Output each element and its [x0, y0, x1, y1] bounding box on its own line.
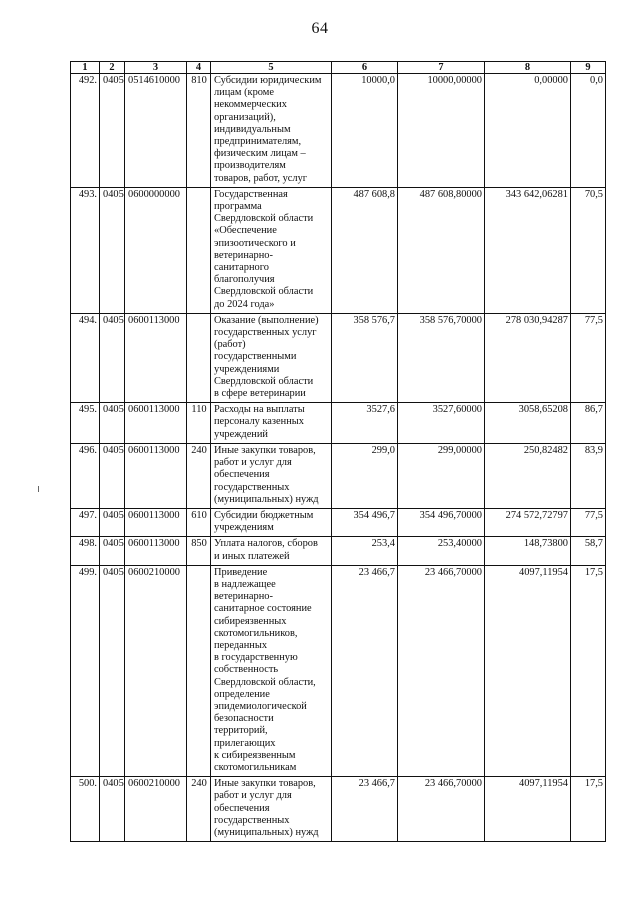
- col-header-4: 4: [187, 62, 211, 74]
- expense-name-line: Свердловской области: [214, 375, 314, 387]
- expense-name-line: учреждений: [214, 428, 268, 440]
- executed-amount: 4097,11954: [485, 777, 571, 842]
- table-row: [71, 565, 606, 776]
- expense-name-line: (муниципальных) нужд: [214, 493, 319, 505]
- expense-name-line: до 2024 года»: [214, 298, 275, 310]
- planned-amount: 23 466,70000: [398, 777, 485, 842]
- expense-name-line: учреждениями: [214, 363, 280, 375]
- expense-name-line: Уплата налогов, сборов: [214, 538, 318, 550]
- row-number: 492.: [71, 74, 100, 188]
- planned-amount: 253,40000: [398, 537, 485, 565]
- target-article-code: 0600113000: [125, 508, 187, 536]
- planned-amount: 358 576,70000: [398, 313, 485, 402]
- approved-amount: 10000,0: [332, 74, 398, 188]
- row-number: 496.: [71, 443, 100, 508]
- section-code: 0405: [100, 537, 125, 565]
- target-article-code: 0600113000: [125, 313, 187, 402]
- row-number: 498.: [71, 537, 100, 565]
- expense-name-line: в сфере ветеринарии: [214, 388, 306, 400]
- target-article-code: 0600000000: [125, 187, 187, 313]
- section-code: 0405: [100, 565, 125, 776]
- executed-amount: 343 642,06281: [485, 187, 571, 313]
- expense-name: [211, 508, 332, 536]
- expense-name-line: в надлежащее: [214, 578, 276, 590]
- expense-name-line: работ и услуг для: [214, 790, 292, 802]
- approved-amount: 3527,6: [332, 403, 398, 444]
- execution-percent: 77,5: [571, 313, 606, 402]
- execution-percent: 0,0: [571, 74, 606, 188]
- table-row: [71, 508, 606, 536]
- expense-name: [211, 565, 332, 776]
- col-header-2: 2: [100, 62, 125, 74]
- row-number: 499.: [71, 565, 100, 776]
- section-code: 0405: [100, 74, 125, 188]
- expense-name-line: производителям: [214, 160, 286, 172]
- approved-amount: 299,0: [332, 443, 398, 508]
- expense-name-line: организаций),: [214, 111, 276, 123]
- expense-name: [211, 537, 332, 565]
- expense-name-line: Иные закупки товаров,: [214, 444, 316, 456]
- expense-type-code: 110: [187, 403, 211, 444]
- expense-name-line: собственность: [214, 664, 279, 676]
- expense-name-line: безопасности: [214, 713, 274, 725]
- target-article-code: 0600210000: [125, 777, 187, 842]
- approved-amount: 253,4: [332, 537, 398, 565]
- execution-percent: 70,5: [571, 187, 606, 313]
- expense-type-code: [187, 313, 211, 402]
- expense-name-line: «Обеспечение: [214, 225, 277, 237]
- expense-type-code: 240: [187, 777, 211, 842]
- executed-amount: 278 030,94287: [485, 313, 571, 402]
- expense-name: [211, 777, 332, 842]
- execution-percent: 83,9: [571, 443, 606, 508]
- expense-name-line: и иных платежей: [214, 550, 290, 562]
- expense-name-line: государственными: [214, 351, 297, 363]
- target-article-code: 0514610000: [125, 74, 187, 188]
- col-header-7: 7: [398, 62, 485, 74]
- table-row: [71, 443, 606, 508]
- row-number: 493.: [71, 187, 100, 313]
- expense-name-line: работ и услуг для: [214, 457, 292, 469]
- row-number: 494.: [71, 313, 100, 402]
- expense-name-line: ветеринарно-: [214, 249, 273, 261]
- col-header-8: 8: [485, 62, 571, 74]
- col-header-5: 5: [211, 62, 332, 74]
- expense-type-code: [187, 187, 211, 313]
- expense-name-line: учреждениям: [214, 522, 274, 534]
- table-row: [71, 403, 606, 444]
- expense-name-line: индивидуальным: [214, 123, 291, 135]
- expense-name-line: государственных услуг: [214, 327, 317, 339]
- expense-name-line: обеспечения: [214, 802, 270, 814]
- expense-name-line: государственных: [214, 814, 290, 826]
- planned-amount: 487 608,80000: [398, 187, 485, 313]
- expense-name: [211, 443, 332, 508]
- expense-name-line: прилегающих: [214, 737, 276, 749]
- expense-name-line: Государственная: [214, 188, 288, 200]
- expense-name-line: определение: [214, 688, 270, 700]
- table-row: [71, 74, 606, 188]
- expense-name-line: эпидемиологической: [214, 700, 307, 712]
- expense-name-line: территорий,: [214, 725, 268, 737]
- row-number: 495.: [71, 403, 100, 444]
- target-article-code: 0600113000: [125, 443, 187, 508]
- executed-amount: 274 572,72797: [485, 508, 571, 536]
- row-number: 497.: [71, 508, 100, 536]
- planned-amount: 23 466,70000: [398, 565, 485, 776]
- planned-amount: 3527,60000: [398, 403, 485, 444]
- approved-amount: 23 466,7: [332, 777, 398, 842]
- expense-name-line: в государственную: [214, 652, 298, 664]
- planned-amount: 299,00000: [398, 443, 485, 508]
- expense-name: [211, 74, 332, 188]
- expense-name-line: санитарное состояние: [214, 603, 312, 615]
- expense-name-line: скотомогильникам: [214, 761, 297, 773]
- table-row: [71, 777, 606, 842]
- expense-name-line: Субсидии юридическим: [214, 75, 322, 86]
- header-row: [71, 62, 606, 74]
- expense-name-line: некоммерческих: [214, 99, 287, 111]
- approved-amount: 358 576,7: [332, 313, 398, 402]
- execution-percent: 86,7: [571, 403, 606, 444]
- expense-name-line: Свердловской области: [214, 286, 314, 298]
- executed-amount: 4097,11954: [485, 565, 571, 776]
- expense-name-line: Свердловской области: [214, 213, 314, 225]
- target-article-code: 0600113000: [125, 403, 187, 444]
- target-article-code: 0600113000: [125, 537, 187, 565]
- executed-amount: 3058,65208: [485, 403, 571, 444]
- executed-amount: 0,00000: [485, 74, 571, 188]
- expense-name-line: государственных: [214, 481, 290, 493]
- expense-name-line: товаров, работ, услуг: [214, 172, 308, 184]
- approved-amount: 354 496,7: [332, 508, 398, 536]
- expense-name-line: сибиреязвенных: [214, 615, 287, 627]
- section-code: 0405: [100, 508, 125, 536]
- margin-mark: [38, 486, 39, 492]
- col-header-9: 9: [571, 62, 606, 74]
- expense-name-line: скотомогильников,: [214, 627, 298, 639]
- expense-name-line: (работ): [214, 339, 246, 351]
- target-article-code: 0600210000: [125, 565, 187, 776]
- expense-name: [211, 187, 332, 313]
- col-header-1: 1: [71, 62, 100, 74]
- approved-amount: 23 466,7: [332, 565, 398, 776]
- expense-type-code: [187, 565, 211, 776]
- expense-type-code: 610: [187, 508, 211, 536]
- execution-percent: 17,5: [571, 565, 606, 776]
- section-code: 0405: [100, 313, 125, 402]
- expense-name-line: (муниципальных) нужд: [214, 826, 319, 838]
- approved-amount: 487 608,8: [332, 187, 398, 313]
- row-number: 500.: [71, 777, 100, 842]
- expense-name-line: программа: [214, 201, 262, 213]
- expense-name-line: Оказание (выполнение): [214, 314, 319, 326]
- col-header-6: 6: [332, 62, 398, 74]
- execution-percent: 77,5: [571, 508, 606, 536]
- planned-amount: 10000,00000: [398, 74, 485, 188]
- expense-name: [211, 313, 332, 402]
- expense-name-line: обеспечения: [214, 469, 270, 481]
- execution-percent: 17,5: [571, 777, 606, 842]
- col-header-3: 3: [125, 62, 187, 74]
- expense-name: [211, 403, 332, 444]
- expense-name-line: к сибиреязвенным: [214, 749, 296, 761]
- expense-name-line: переданных: [214, 639, 268, 651]
- expense-name-line: эпизоотического и: [214, 237, 296, 249]
- section-code: 0405: [100, 403, 125, 444]
- budget-execution-table: [70, 61, 606, 842]
- expense-name-line: санитарного: [214, 262, 269, 274]
- expense-type-code: 810: [187, 74, 211, 188]
- expense-name-line: благополучия: [214, 274, 275, 286]
- table-row: [71, 313, 606, 402]
- execution-percent: 58,7: [571, 537, 606, 565]
- expense-name-line: Приведение: [214, 566, 268, 578]
- expense-name-line: Свердловской области,: [214, 676, 316, 688]
- expense-type-code: 240: [187, 443, 211, 508]
- expense-name-line: Расходы на выплаты: [214, 404, 305, 416]
- section-code: 0405: [100, 777, 125, 842]
- table-row: [71, 187, 606, 313]
- table-row: [71, 537, 606, 565]
- expense-name-line: физическим лицам –: [214, 148, 306, 160]
- section-code: 0405: [100, 443, 125, 508]
- expense-name-line: ветеринарно-: [214, 591, 273, 603]
- expense-type-code: 850: [187, 537, 211, 565]
- expense-name-line: лицам (кроме: [214, 87, 274, 99]
- executed-amount: 148,73800: [485, 537, 571, 565]
- table-body: [71, 74, 606, 842]
- expense-name-line: персоналу казенных: [214, 416, 304, 428]
- expense-name-line: Иные закупки товаров,: [214, 778, 316, 790]
- executed-amount: 250,82482: [485, 443, 571, 508]
- page-number: 64: [311, 20, 329, 37]
- section-code: 0405: [100, 187, 125, 313]
- planned-amount: 354 496,70000: [398, 508, 485, 536]
- expense-name-line: предпринимателям,: [214, 136, 302, 148]
- expense-name-line: Субсидии бюджетным: [214, 509, 314, 521]
